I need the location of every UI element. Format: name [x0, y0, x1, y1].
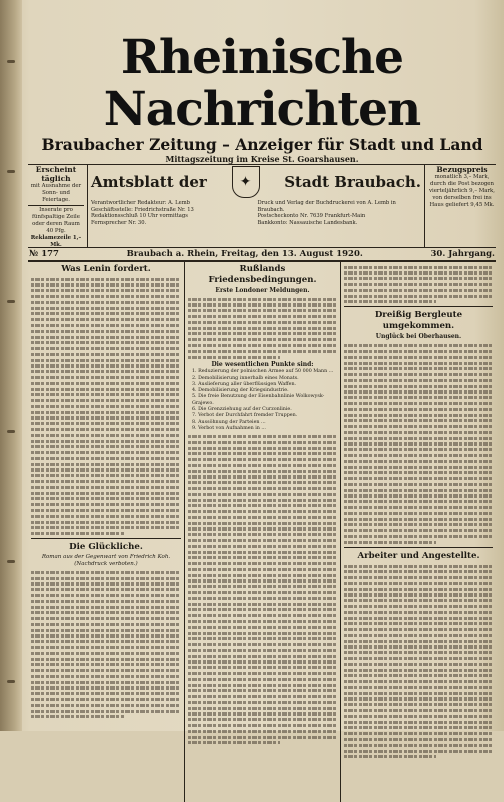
issue-volume: 30. Jahrgang. [430, 249, 495, 259]
list-item: 5. Die freie Benutzung der Eisenbahnlinie Wolkowysk-Grajewo. [191, 394, 325, 406]
amtsblatt-left: Amtsblatt der [91, 173, 207, 191]
article-body [344, 344, 493, 544]
article-note: (Nachdruck verboten.) [74, 561, 138, 568]
header-detail: Bankkonto: Nassauische Landesbank. [257, 219, 358, 226]
header-left-line: Reklamezeile 1,– Mk. [30, 235, 82, 247]
list-item: 2. Demobilisierung innerhalb eines Monats. [191, 375, 299, 381]
coat-of-arms-icon: ✦ [232, 166, 260, 198]
amtsblatt-right: Stadt Braubach. [284, 173, 421, 191]
list-item: 8. Aussöhnung der Parteien ... [191, 419, 266, 425]
article-body [188, 435, 337, 745]
article-body [344, 266, 493, 304]
article-body [31, 571, 181, 719]
list-item: 3. Auslieferung aller überflüssigen Waffen. [191, 381, 297, 387]
list-heading: Die wesentlichen Punkte sind: [211, 361, 314, 369]
article-title: Dreißig Bergleute umgekommen. [374, 310, 463, 332]
column-left [28, 262, 184, 802]
article-title: Arbeiter und Angestellte. [357, 550, 480, 561]
article-title: Rußlands Friedensbedingungen. [208, 264, 317, 285]
header-detail: Postscheckonto Nr. 7639 Frankfurt-Main [257, 213, 366, 220]
list-item: 6. Die Grenzziehung auf der Curzonlinie. [191, 407, 292, 413]
header-left-label: Erscheint täglich [35, 165, 77, 183]
header-center [87, 165, 425, 247]
issue-date: Braubach a. Rhein, Freitag, den 13. August 1920. [126, 249, 363, 259]
header-detail: Fernsprecher Nr. 30. [91, 219, 147, 226]
masthead-title: Rheinische Nachrichten [103, 30, 421, 137]
header-detail: Druck und Verlag der Buchdruckerei von A. Lemb in Braubach. [257, 200, 396, 213]
article-subhead: Unglück bei Oberhausen. [375, 333, 462, 341]
header-right-line: von derselben frei ins Haus geliefert 9,45 Mk. [429, 195, 495, 208]
header-block [28, 164, 496, 248]
header-right-line: monatlich 3,– Mark, [434, 174, 490, 180]
article-title: Die Glückliche. [69, 542, 143, 553]
masthead-subtitle: Braubacher Zeitung – Anzeiger für Stadt und Land [41, 135, 483, 154]
amtsblatt-row [91, 166, 421, 198]
masthead-submeta: Mittagszeitung im Kreise St. Goarshausen. [165, 154, 359, 164]
article-body [31, 278, 181, 535]
header-left-line: mit Ausnahme der Sonn- und Feiertage. [30, 183, 82, 203]
article-body [344, 565, 493, 759]
article-title: Was Lenin fordert. [61, 264, 151, 274]
header-detail: Redaktionsschluß 10 Uhr vormittags [91, 213, 188, 220]
column-right [340, 262, 496, 802]
header-left-line: Inserate pro fünfspaltige Zeile oder deren Raum 40 Pfg. [32, 207, 80, 234]
column-middle [184, 262, 340, 802]
header-detail: Geschäftsstelle: Friedrichstraße Nr. 13 [91, 206, 194, 213]
article-subhead: Erste Londoner Meldungen. [215, 287, 310, 294]
conditions-list [188, 369, 337, 432]
dateline [28, 248, 496, 262]
list-item: 4. Demobilisierung der Kriegsindustrie. [191, 388, 289, 394]
issue-number: № 177 [29, 249, 59, 259]
header-right [425, 165, 496, 247]
list-item: 7. Verbot der Durchfahrt fremder Truppen. [191, 413, 298, 419]
article-body [188, 298, 337, 359]
header-right-label: Bezugspreis [436, 165, 488, 174]
list-item: 9. Verbot von Aufnahmen in ... [191, 425, 266, 431]
header-left [28, 165, 87, 247]
header-center-details [91, 200, 421, 226]
list-item: 1. Reduzierung der polnischen Armee auf 50 000 Mann ... [191, 369, 334, 375]
article-byline: Roman aus der Gegenwart von Friedrich Koh. [41, 554, 171, 561]
binding-spine [0, 0, 22, 731]
header-right-line: durch die Post bezogen vierteljährlich 9,– Mark, [428, 181, 496, 194]
header-detail: Verantwortlicher Redakteur: A. Lemb [91, 200, 190, 206]
article-columns [28, 262, 496, 802]
